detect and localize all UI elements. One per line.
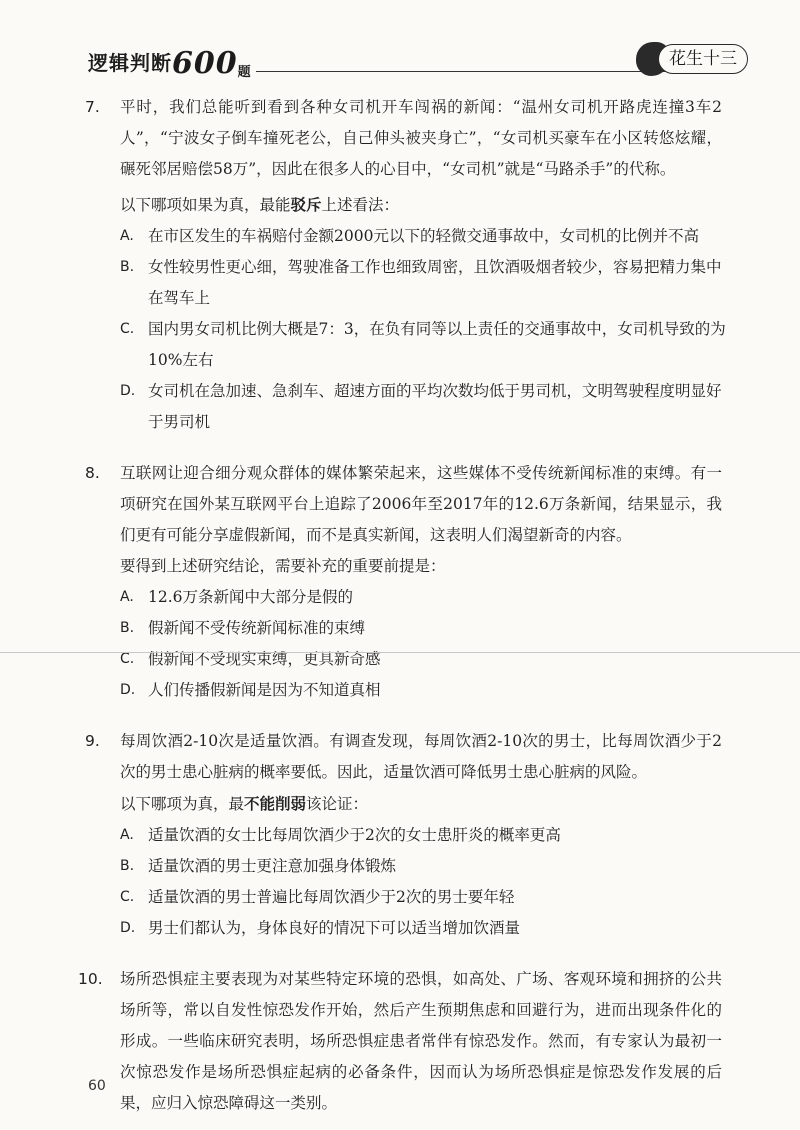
- option-label: D.: [120, 682, 136, 698]
- option-text: 女司机在急加速、急刹车、超速方面的平均次数均低于男司机，文明驾驶程度明显好于男司机: [148, 382, 722, 431]
- option-label: C.: [120, 889, 135, 905]
- question-stem: [85, 92, 722, 185]
- option-a[interactable]: [120, 221, 730, 252]
- question-number: 9.: [85, 732, 100, 750]
- option-label: B.: [120, 259, 135, 275]
- question-7: [0, 92, 800, 438]
- prompt-text: 要得到上述研究结论，需要补充的重要前提是：: [120, 557, 446, 575]
- question-stem: [85, 726, 722, 788]
- book-title-number: 600: [172, 46, 238, 81]
- option-text: 适量饮酒的女士比每周饮酒少于2次的女士患肝炎的概率更高: [148, 826, 561, 844]
- option-text: 人们传播假新闻是因为不知道真相: [148, 681, 381, 699]
- prompt-text-end: 上述看法：: [321, 196, 400, 214]
- option-list: [120, 820, 730, 944]
- prompt-text: 以下哪项如果为真，最能: [120, 196, 291, 214]
- prompt-emphasis: 驳斥: [290, 195, 322, 214]
- option-text: 国内男女司机比例大概是7：3，在负有同等以上责任的交通事故中，女司机导致的为10%左右: [148, 320, 726, 369]
- option-text: 在市区发生的车祸赔付金额2000元以下的轻微交通事故中，女司机的比例并不高: [148, 227, 699, 245]
- option-label: A.: [120, 228, 134, 244]
- question-stem: [85, 458, 722, 551]
- option-b[interactable]: [120, 252, 730, 314]
- question-number: 10.: [78, 970, 103, 988]
- option-text: 12.6万条新闻中大部分是假的: [148, 588, 354, 606]
- option-c[interactable]: [120, 882, 730, 913]
- question-number: 8.: [85, 464, 100, 482]
- option-d[interactable]: [120, 675, 730, 706]
- option-text: 男士们都认为，身体良好的情况下可以适当增加饮酒量: [148, 919, 521, 937]
- question-text: 平时，我们总能听到看到各种女司机开车闯祸的新闻：“温州女司机开路虎连撞3车2人”，“宁波女子倒车撞死老公，自己伸头被夹身亡”，“女司机买豪车在小区转悠炫耀，碾死邻居赔偿58万”，因此在很多人的心目中，“女司机”就是“马路杀手”的代称。: [120, 98, 722, 178]
- page-header: [88, 40, 768, 82]
- book-title: [88, 46, 252, 81]
- option-text: 适量饮酒的男士更注意加强身体锻炼: [148, 857, 397, 875]
- question-number: 7.: [85, 98, 100, 116]
- option-a[interactable]: [120, 820, 730, 851]
- option-a[interactable]: [120, 582, 730, 613]
- author-badge: [636, 42, 756, 76]
- option-d[interactable]: [120, 913, 730, 944]
- page-number: 60: [88, 1078, 106, 1094]
- prompt-text-end: 该论证：: [306, 795, 369, 813]
- option-label: D.: [120, 383, 136, 399]
- prompt-emphasis: 不能削弱: [244, 794, 307, 813]
- question-8: [0, 458, 800, 706]
- option-label: C.: [120, 321, 135, 337]
- option-label: D.: [120, 920, 136, 936]
- option-label: A.: [120, 589, 134, 605]
- question-prompt: [120, 788, 722, 820]
- option-label: A.: [120, 827, 134, 843]
- author-name: 花生十三: [658, 44, 748, 74]
- option-text: 女性较男性更心细，驾驶准备工作也细致周密，且饮酒吸烟者较少，容易把精力集中在驾车上: [148, 258, 722, 307]
- question-prompt: [120, 551, 722, 582]
- scan-fold-line: [0, 652, 800, 653]
- option-d[interactable]: [120, 376, 730, 438]
- question-text: 场所恐惧症主要表现为对某些特定环境的恐惧，如高处、广场、客观环境和拥挤的公共场所等，常以自发性惊恐发作开始，然后产生预期焦虑和回避行为，进而出现条件化的形成。一些临床研究表明，场所恐惧症患者常伴有惊恐发作。然而，有专家认为最初一次惊恐发作是场所恐惧症起病的必备条件，因而认为场所恐惧症是惊恐发作发展的后果，应归入惊恐障碍这一类别。: [120, 970, 722, 1112]
- option-list: [120, 582, 730, 706]
- header-rule: [256, 71, 696, 72]
- option-b[interactable]: [120, 851, 730, 882]
- question-text: 每周饮酒2-10次是适量饮酒。有调查发现，每周饮酒2-10次的男士，比每周饮酒少于2次的男士患心脏病的概率要低。因此，适量饮酒可降低男士患心脏病的风险。: [120, 732, 722, 781]
- option-text: 适量饮酒的男士普遍比每周饮酒少于2次的男士要年轻: [148, 888, 515, 906]
- option-label: B.: [120, 858, 135, 874]
- option-text: 假新闻不受传统新闻标准的束缚: [148, 619, 366, 637]
- option-label: B.: [120, 620, 135, 636]
- book-title-text: 逻辑判断: [88, 51, 172, 75]
- option-list: [120, 221, 730, 438]
- option-label: C.: [120, 651, 135, 667]
- question-9: [0, 726, 800, 944]
- option-b[interactable]: [120, 613, 730, 644]
- question-prompt: [120, 189, 722, 221]
- prompt-text: 以下哪项为真，最: [120, 795, 245, 813]
- option-c[interactable]: [120, 644, 730, 675]
- option-text: 假新闻不受现实束缚，更具新奇感: [148, 650, 381, 668]
- question-10: [0, 964, 800, 1119]
- page-content: [0, 92, 800, 1119]
- book-title-suffix: 题: [237, 65, 252, 80]
- option-c[interactable]: [120, 314, 730, 376]
- question-text: 互联网让迎合细分观众群体的媒体繁荣起来，这些媒体不受传统新闻标准的束缚。有一项研究在国外某互联网平台上追踪了2006年至2017年的12.6万条新闻，结果显示，我们更有可能分享虚假新闻，而不是真实新闻，这表明人们渴望新奇的内容。: [120, 464, 722, 544]
